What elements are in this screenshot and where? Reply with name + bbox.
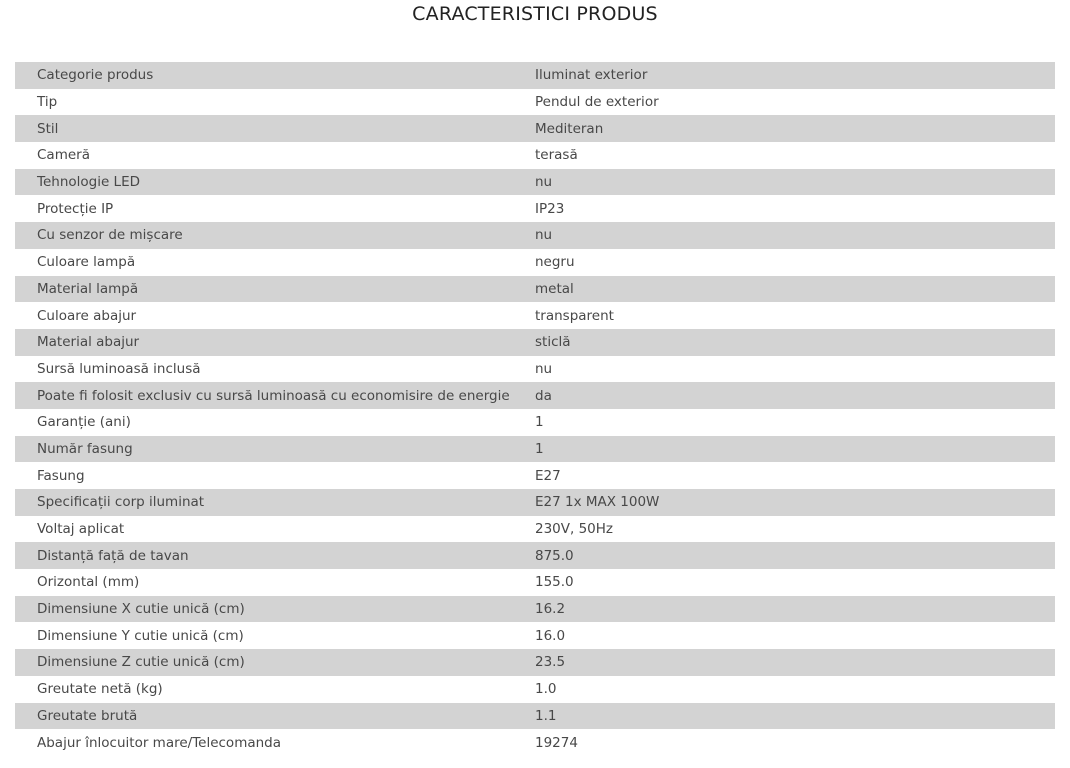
spec-label: Culoare lampă	[37, 254, 136, 271]
table-row	[15, 542, 1055, 569]
spec-value: 1	[535, 440, 544, 457]
spec-value: 230V, 50Hz	[535, 521, 614, 538]
spec-label: Dimensiune X cutie unică (cm)	[37, 601, 245, 618]
spec-value: 1.0	[535, 681, 557, 698]
spec-label: Tehnologie LED	[37, 174, 141, 191]
table-row	[15, 649, 1055, 676]
table-row	[15, 729, 1055, 756]
spec-value: sticlă	[535, 334, 571, 351]
table-row	[15, 569, 1055, 596]
spec-label: Cu senzor de mișcare	[37, 227, 183, 244]
table-row	[15, 329, 1055, 356]
spec-label: Protecție IP	[37, 200, 114, 217]
spec-value: 16.2	[535, 601, 566, 618]
spec-value: 16.0	[535, 627, 566, 644]
spec-value: da	[535, 387, 552, 404]
table-row	[15, 516, 1055, 543]
spec-value: 19274	[535, 734, 578, 751]
spec-value: E27	[535, 467, 561, 484]
spec-value: transparent	[535, 307, 614, 324]
spec-value: 875.0	[535, 547, 574, 564]
spec-value: Iluminat exterior	[535, 67, 648, 84]
spec-label: Greutate brută	[37, 707, 138, 724]
spec-value: 23.5	[535, 654, 566, 671]
table-row	[15, 142, 1055, 169]
spec-label: Număr fasung	[37, 440, 133, 457]
spec-value: E27 1x MAX 100W	[535, 494, 660, 511]
spec-label: Greutate netă (kg)	[37, 681, 163, 698]
spec-label: Cameră	[37, 147, 90, 164]
spec-value: 1.1	[535, 707, 557, 724]
spec-label: Categorie produs	[37, 67, 154, 84]
spec-label: Dimensiune Y cutie unică (cm)	[37, 627, 244, 644]
table-row	[15, 62, 1055, 89]
table-row	[15, 115, 1055, 142]
specs-table	[15, 62, 1055, 756]
spec-value: terasă	[535, 147, 578, 164]
spec-label: Tip	[37, 94, 58, 111]
table-row	[15, 276, 1055, 303]
table-row	[15, 703, 1055, 730]
table-row	[15, 195, 1055, 222]
spec-label: Abajur înlocuitor mare/Telecomanda	[37, 734, 282, 751]
table-row	[15, 622, 1055, 649]
table-row	[15, 249, 1055, 276]
spec-value: 1	[535, 414, 544, 431]
spec-label: Orizontal (mm)	[37, 574, 140, 591]
table-row	[15, 596, 1055, 623]
spec-value: nu	[535, 174, 553, 191]
table-row	[15, 302, 1055, 329]
spec-label: Material abajur	[37, 334, 140, 351]
table-row	[15, 409, 1055, 436]
spec-value: nu	[535, 360, 553, 377]
spec-label: Garanție (ani)	[37, 414, 131, 431]
table-row	[15, 89, 1055, 116]
spec-value: IP23	[535, 200, 565, 217]
spec-label: Stil	[37, 120, 59, 137]
table-row	[15, 382, 1055, 409]
spec-label: Voltaj aplicat	[37, 521, 125, 538]
spec-label: Distanță față de tavan	[37, 547, 189, 564]
page-title: CARACTERISTICI PRODUS	[412, 3, 658, 25]
spec-value: metal	[535, 280, 574, 297]
spec-label: Sursă luminoasă inclusă	[37, 360, 201, 377]
spec-value: Mediteran	[535, 120, 604, 137]
table-row	[15, 222, 1055, 249]
spec-label: Poate fi folosit exclusiv cu sursă luminoasă cu economisire de energie	[37, 387, 510, 404]
spec-value: nu	[535, 227, 553, 244]
table-row	[15, 676, 1055, 703]
spec-label: Specificații corp iluminat	[37, 494, 205, 511]
spec-label: Culoare abajur	[37, 307, 137, 324]
table-row	[15, 169, 1055, 196]
spec-label: Dimensiune Z cutie unică (cm)	[37, 654, 245, 671]
spec-value: Pendul de exterior	[535, 94, 659, 111]
spec-value: negru	[535, 254, 575, 271]
table-row	[15, 462, 1055, 489]
table-row	[15, 356, 1055, 383]
spec-value: 155.0	[535, 574, 574, 591]
table-row	[15, 436, 1055, 463]
spec-label: Material lampă	[37, 280, 139, 297]
spec-label: Fasung	[37, 467, 85, 484]
table-row	[15, 489, 1055, 516]
